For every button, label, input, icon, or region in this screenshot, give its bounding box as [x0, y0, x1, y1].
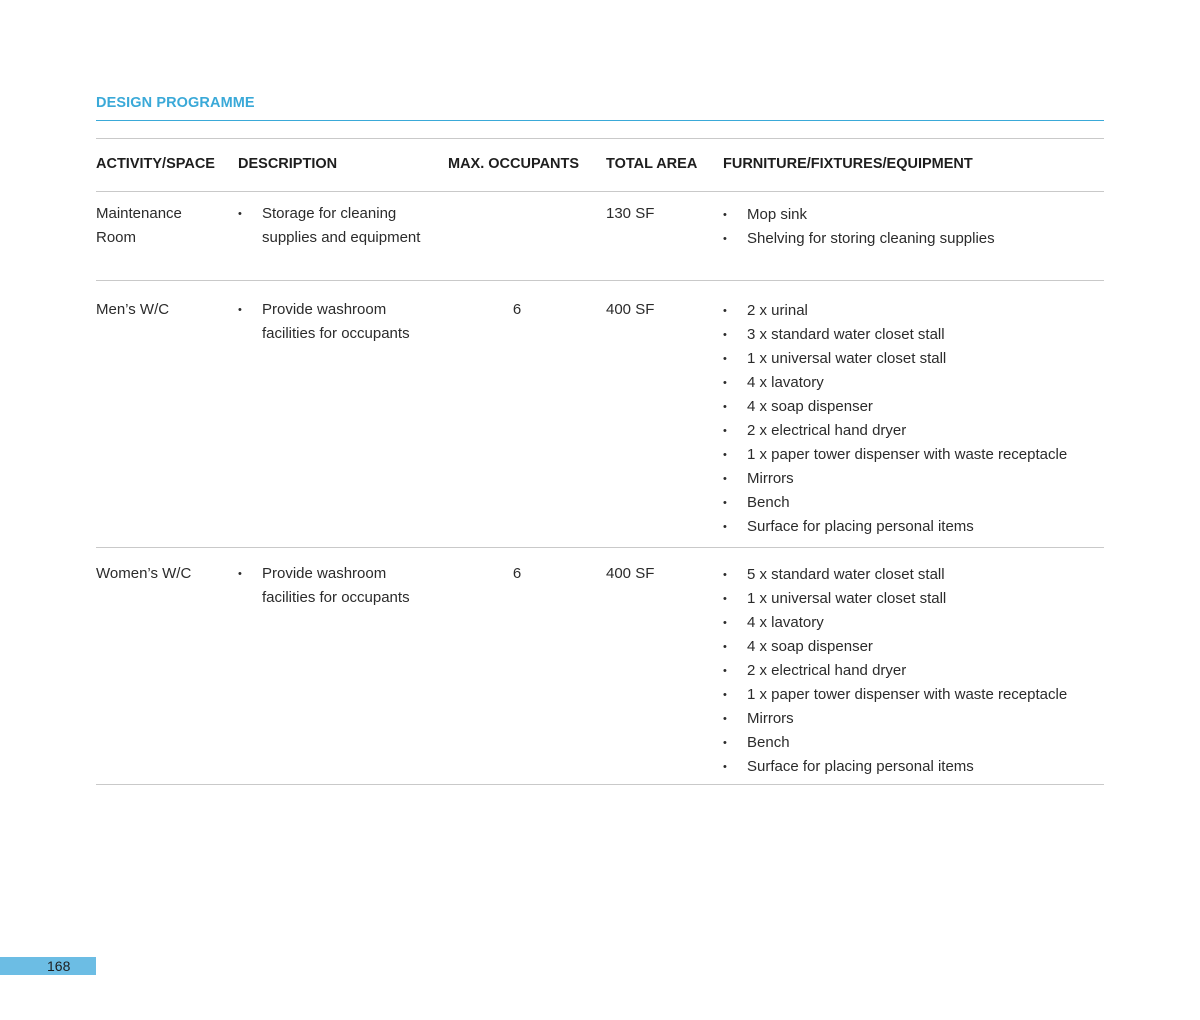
furniture-text: 1 x universal water closet stall	[747, 350, 947, 367]
furniture-text: Mop sink	[747, 206, 808, 223]
bullet-icon: •	[723, 617, 727, 629]
list-item	[723, 659, 1104, 683]
list-item	[723, 395, 1104, 419]
list-item	[723, 611, 1104, 635]
bullet-icon: •	[723, 329, 727, 341]
furniture-text: 5 x standard water closet stall	[747, 566, 945, 583]
bullet-icon: •	[723, 377, 727, 389]
furniture-text: 2 x electrical hand dryer	[747, 422, 907, 439]
list-item	[238, 202, 438, 250]
list-item	[723, 731, 1104, 755]
bullet-icon: •	[238, 304, 242, 316]
list-item	[723, 683, 1104, 707]
section-title: DESIGN PROGRAMME	[96, 95, 255, 111]
furniture-text: Surface for placing personal items	[747, 518, 974, 535]
furniture-cell	[723, 203, 1104, 251]
furniture-text: 4 x lavatory	[747, 374, 824, 391]
table-header	[96, 139, 1104, 192]
page-number-tab	[0, 957, 96, 975]
list-item	[723, 371, 1104, 395]
table-row	[96, 288, 1104, 548]
furniture-text: Mirrors	[747, 470, 794, 487]
list-item	[238, 298, 438, 346]
list-item	[723, 587, 1104, 611]
furniture-text: 2 x urinal	[747, 302, 808, 319]
description-text: Provide washroom facilities for occupants	[262, 301, 410, 342]
furniture-text: 1 x paper tower dispenser with waste receptacle	[747, 446, 1068, 463]
bullet-icon: •	[723, 593, 727, 605]
furniture-text: Mirrors	[747, 710, 794, 727]
description-cell	[238, 202, 438, 250]
description-cell	[238, 298, 438, 346]
bullet-icon: •	[723, 689, 727, 701]
bullet-icon: •	[723, 641, 727, 653]
furniture-text: 1 x universal water closet stall	[747, 590, 947, 607]
furniture-text: Bench	[747, 734, 790, 751]
bullet-icon: •	[723, 713, 727, 725]
furniture-text: 4 x soap dispenser	[747, 638, 873, 655]
header-description: DESCRIPTION	[238, 156, 338, 172]
table-row	[96, 552, 1104, 785]
list-item	[723, 707, 1104, 731]
activity-cell: Maintenance Room	[96, 205, 182, 246]
furniture-text: 4 x soap dispenser	[747, 398, 873, 415]
list-item	[238, 562, 438, 610]
furniture-cell	[723, 563, 1104, 779]
list-item	[723, 515, 1104, 539]
list-item	[723, 491, 1104, 515]
description-cell	[238, 562, 438, 610]
occupants-cell: 6	[512, 565, 522, 582]
activity-cell: Men’s W/C	[96, 301, 170, 318]
list-item	[723, 299, 1104, 323]
area-cell: 130 SF	[606, 205, 655, 222]
header-activity: ACTIVITY/SPACE	[96, 156, 215, 172]
table-row	[96, 192, 1104, 281]
furniture-text: 3 x standard water closet stall	[747, 326, 945, 343]
header-furniture: FURNITURE/FIXTURES/EQUIPMENT	[723, 156, 973, 172]
bullet-icon: •	[723, 665, 727, 677]
bullet-icon: •	[723, 737, 727, 749]
bullet-icon: •	[723, 569, 727, 581]
list-item	[723, 443, 1104, 467]
bullet-icon: •	[723, 449, 727, 461]
furniture-text: Surface for placing personal items	[747, 758, 974, 775]
furniture-cell	[723, 299, 1104, 539]
bullet-icon: •	[723, 305, 727, 317]
page-number: 168	[47, 958, 71, 974]
title-rule	[96, 120, 1104, 121]
furniture-text: 4 x lavatory	[747, 614, 824, 631]
list-item	[723, 563, 1104, 587]
list-item	[723, 323, 1104, 347]
bullet-icon: •	[723, 761, 727, 773]
occupants-cell: 6	[512, 301, 522, 318]
bullet-icon: •	[238, 208, 242, 220]
bullet-icon: •	[723, 473, 727, 485]
list-item	[723, 755, 1104, 779]
description-text: Provide washroom facilities for occupants	[262, 565, 410, 606]
furniture-text: Bench	[747, 494, 790, 511]
list-item	[723, 635, 1104, 659]
bullet-icon: •	[723, 353, 727, 365]
bullet-icon: •	[723, 209, 727, 221]
furniture-text: Shelving for storing cleaning supplies	[747, 230, 995, 247]
furniture-text: 2 x electrical hand dryer	[747, 662, 907, 679]
list-item	[723, 347, 1104, 371]
list-item	[723, 467, 1104, 491]
header-area: TOTAL AREA	[606, 156, 698, 172]
bullet-icon: •	[723, 425, 727, 437]
bullet-icon: •	[723, 401, 727, 413]
furniture-text: 1 x paper tower dispenser with waste receptacle	[747, 686, 1068, 703]
list-item	[723, 227, 1104, 251]
activity-cell: Women’s W/C	[96, 565, 192, 582]
bullet-icon: •	[723, 497, 727, 509]
area-cell: 400 SF	[606, 565, 655, 582]
list-item	[723, 419, 1104, 443]
bullet-icon: •	[723, 521, 727, 533]
area-cell: 400 SF	[606, 301, 655, 318]
bullet-icon: •	[723, 233, 727, 245]
description-text: Storage for cleaning supplies and equipment	[262, 205, 421, 246]
header-occupants: MAX. OCCUPANTS	[448, 156, 580, 172]
list-item	[723, 203, 1104, 227]
bullet-icon: •	[238, 568, 242, 580]
